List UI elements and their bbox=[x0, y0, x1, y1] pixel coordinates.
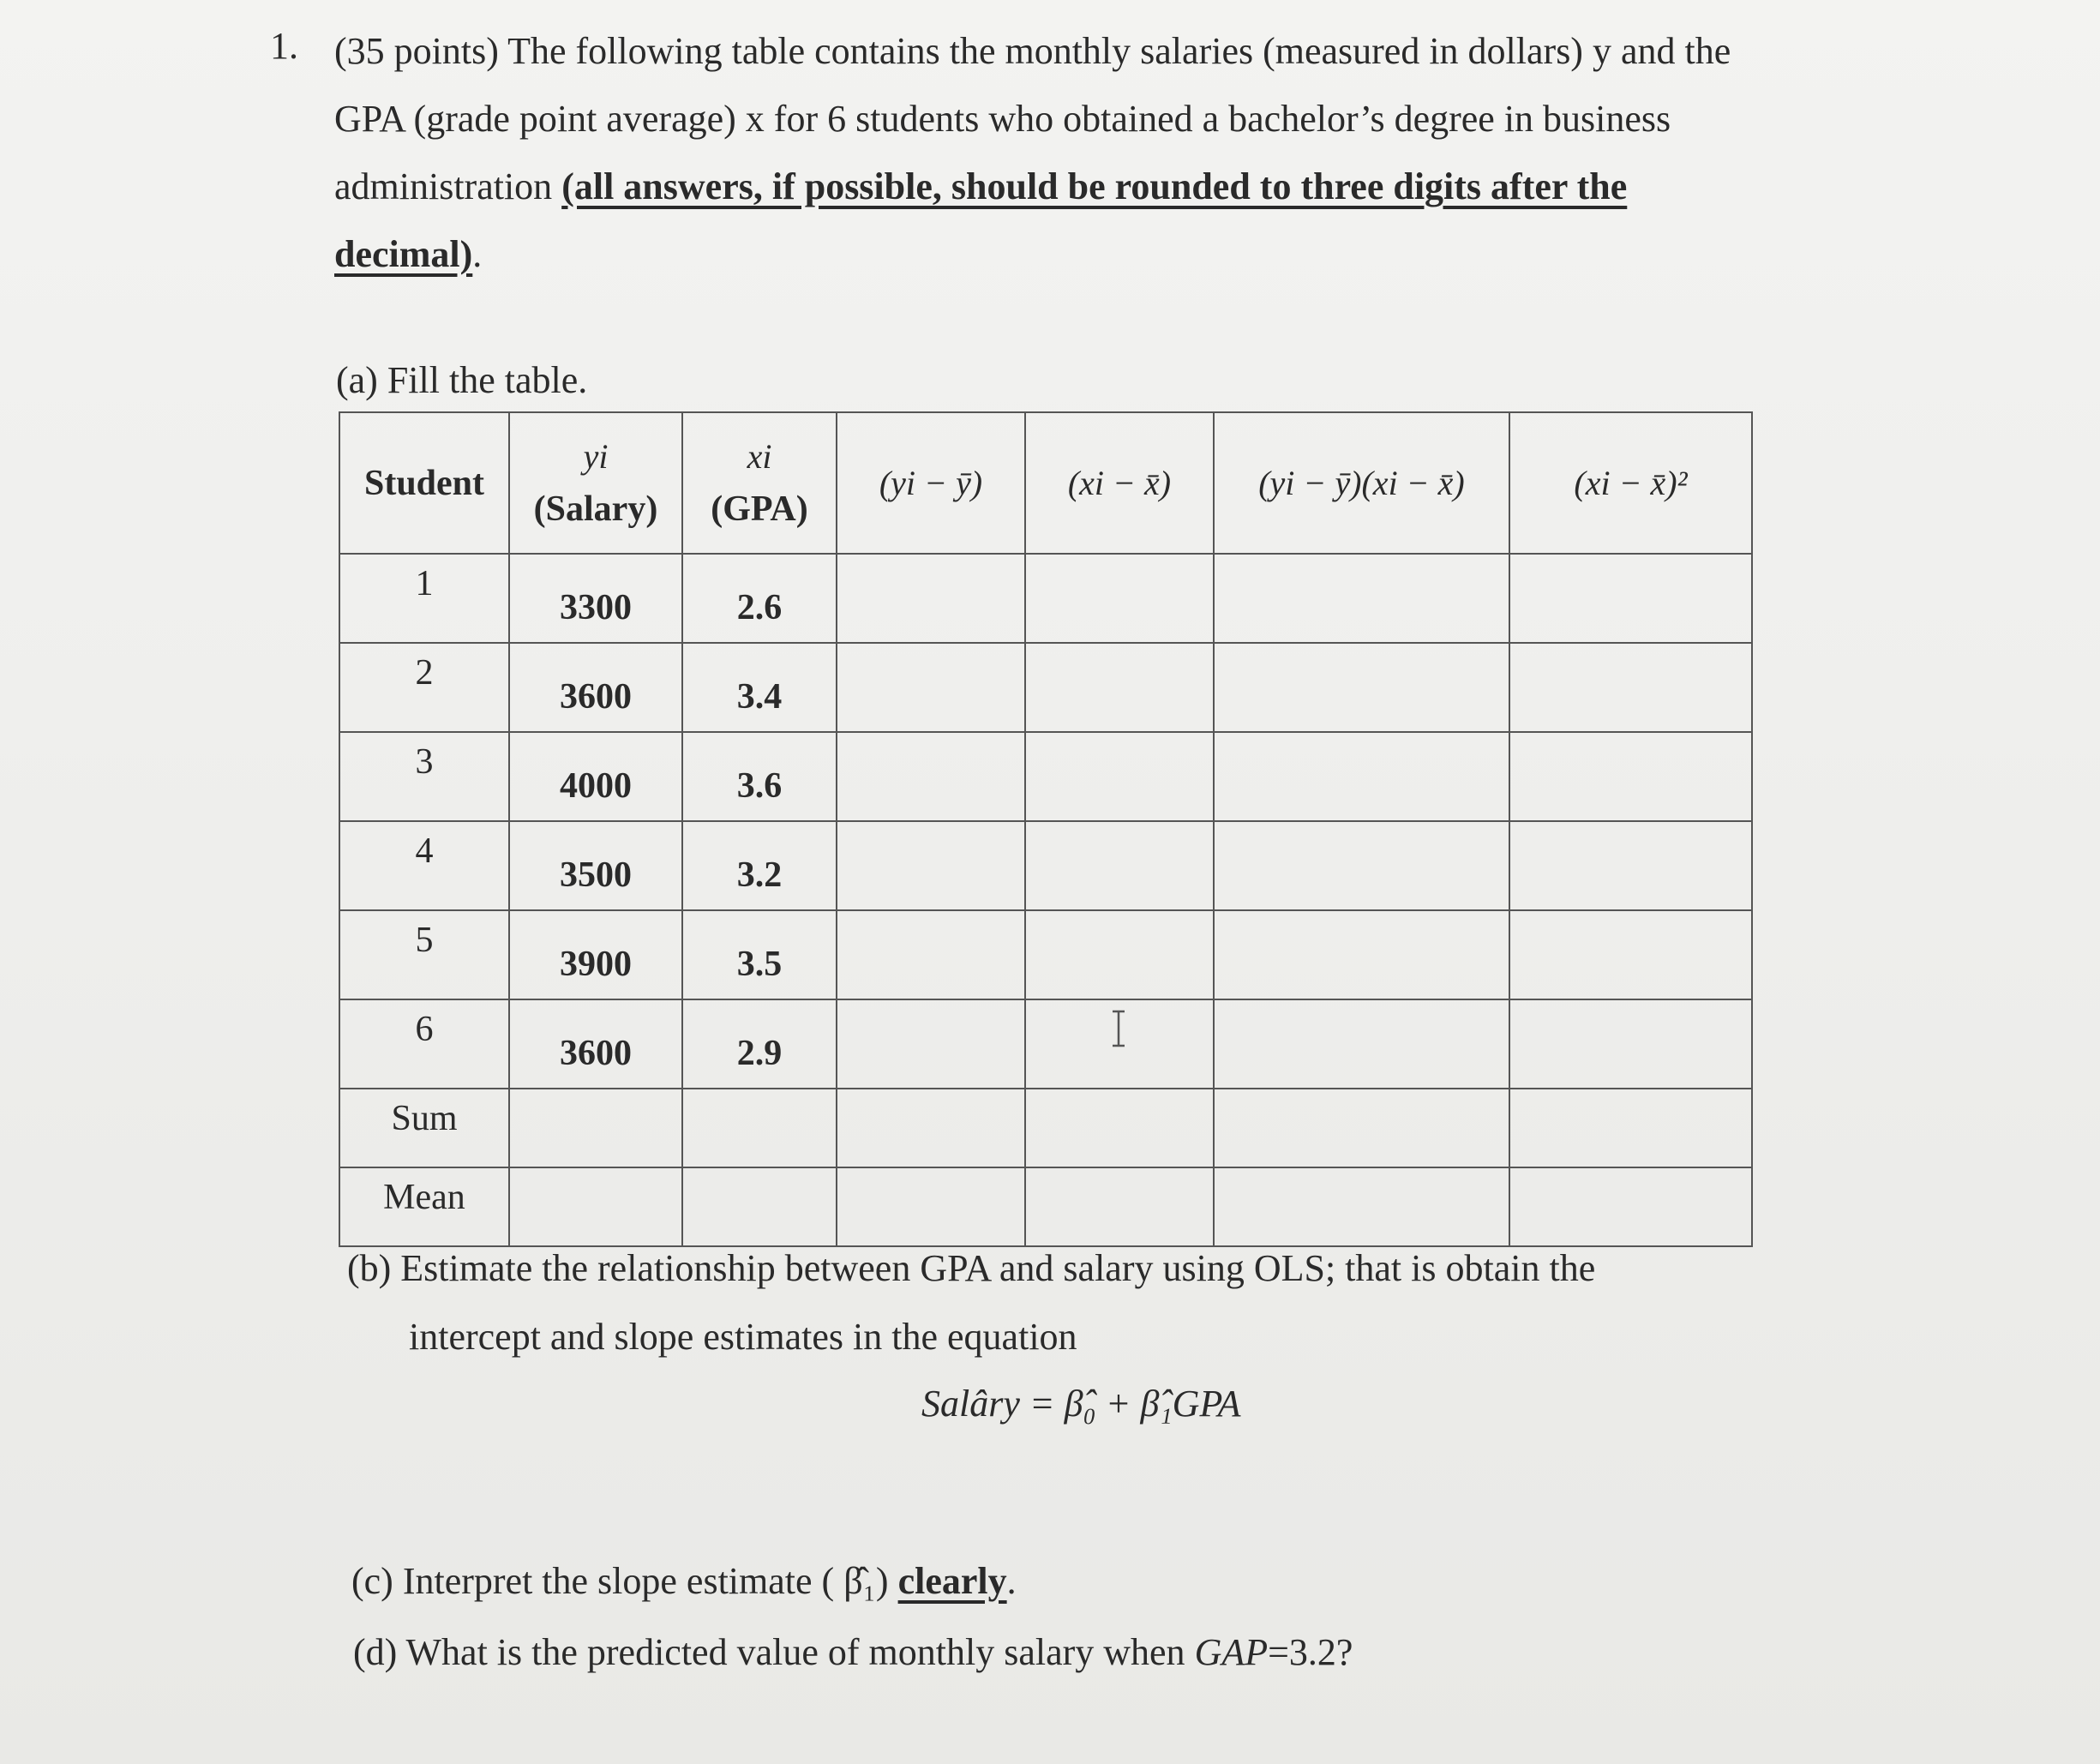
part-d: (d) What is the predicted value of monthly salary when GAP=3.2? bbox=[353, 1631, 1353, 1673]
blank-cell[interactable] bbox=[1509, 1089, 1752, 1167]
blank-cell[interactable] bbox=[1025, 732, 1214, 821]
header-x-deviation-squared: (xi − x̄)² bbox=[1509, 412, 1752, 554]
rounding-instruction: (all answers, if possible, should be rounded to three digits after the decimal) bbox=[334, 165, 1628, 275]
student-cell: 5 bbox=[339, 910, 509, 999]
salary-cell: 3300 bbox=[509, 554, 682, 643]
blank-cell[interactable] bbox=[682, 1089, 837, 1167]
salary-cell: 4000 bbox=[509, 732, 682, 821]
blank-cell[interactable] bbox=[1509, 999, 1752, 1089]
blank-cell[interactable] bbox=[1025, 554, 1214, 643]
blank-cell[interactable] bbox=[1509, 732, 1752, 821]
salary-cell: 3500 bbox=[509, 821, 682, 910]
table-row bbox=[339, 554, 1752, 643]
part-b-line1: (b) Estimate the relationship between GPA and salary using OLS; that is obtain the bbox=[347, 1247, 1596, 1289]
blank-cell[interactable] bbox=[1509, 554, 1752, 643]
part-b bbox=[347, 1234, 1684, 1371]
blank-cell[interactable] bbox=[1214, 910, 1509, 999]
blank-cell[interactable] bbox=[837, 821, 1025, 910]
blank-cell[interactable] bbox=[837, 910, 1025, 999]
text-cursor-icon bbox=[1110, 1010, 1127, 1047]
blank-cell[interactable] bbox=[1509, 643, 1752, 732]
table-row bbox=[339, 821, 1752, 910]
header-x-deviation: (xi − x̄) bbox=[1025, 412, 1214, 554]
table-header-row bbox=[339, 412, 1752, 554]
blank-cell[interactable] bbox=[1214, 1089, 1509, 1167]
blank-cell[interactable] bbox=[1025, 643, 1214, 732]
blank-cell[interactable] bbox=[1509, 910, 1752, 999]
sum-label: Sum bbox=[339, 1089, 509, 1167]
header-gpa: xi (GPA) bbox=[682, 412, 837, 554]
gpa-cell: 3.2 bbox=[682, 821, 837, 910]
blank-cell[interactable] bbox=[837, 554, 1025, 643]
blank-cell[interactable] bbox=[837, 732, 1025, 821]
table-row bbox=[339, 732, 1752, 821]
student-cell: 6 bbox=[339, 999, 509, 1089]
question-intro: (35 points) The following table contains the monthly salaries (measured in dollars) y and the GPA (grade point average) x for 6 students who obtained a bachelor’s degree in business administration bbox=[334, 30, 1731, 207]
salary-cell: 3600 bbox=[509, 643, 682, 732]
gpa-cell: 3.4 bbox=[682, 643, 837, 732]
table-row bbox=[339, 999, 1752, 1089]
blank-cell[interactable] bbox=[509, 1089, 682, 1167]
student-cell: 4 bbox=[339, 821, 509, 910]
blank-cell[interactable] bbox=[1214, 999, 1509, 1089]
data-table bbox=[339, 411, 1753, 1247]
mean-label: Mean bbox=[339, 1167, 509, 1246]
blank-cell[interactable] bbox=[1025, 910, 1214, 999]
student-cell: 3 bbox=[339, 732, 509, 821]
salary-cell: 3900 bbox=[509, 910, 682, 999]
blank-cell[interactable] bbox=[1214, 732, 1509, 821]
question-number: 1. bbox=[270, 25, 298, 67]
salary-cell: 3600 bbox=[509, 999, 682, 1089]
blank-cell[interactable] bbox=[1509, 821, 1752, 910]
table-row bbox=[339, 910, 1752, 999]
gpa-cell: 2.6 bbox=[682, 554, 837, 643]
part-a-label: (a) Fill the table. bbox=[336, 359, 588, 401]
header-y-deviation: (yi − ȳ) bbox=[837, 412, 1025, 554]
student-cell: 1 bbox=[339, 554, 509, 643]
blank-cell[interactable] bbox=[1214, 643, 1509, 732]
blank-cell[interactable] bbox=[1214, 554, 1509, 643]
blank-cell[interactable] bbox=[837, 643, 1025, 732]
blank-cell[interactable] bbox=[837, 999, 1025, 1089]
clearly-emphasis: clearly bbox=[897, 1560, 1007, 1602]
part-b-line2: intercept and slope estimates in the equation bbox=[409, 1316, 1077, 1358]
blank-cell[interactable] bbox=[1214, 821, 1509, 910]
blank-cell[interactable] bbox=[837, 1089, 1025, 1167]
blank-cell[interactable] bbox=[1025, 821, 1214, 910]
sum-row bbox=[339, 1089, 1752, 1167]
question-text: (35 points) The following table contains the monthly salaries (measured in dollars) y and the GPA (grade point average) x for 6 students who obtained a bachelor’s degree in business administration (all answers, if possible, should be rounded to three digits after the decimal). bbox=[334, 30, 1731, 275]
gpa-cell: 2.9 bbox=[682, 999, 837, 1089]
gpa-cell: 3.5 bbox=[682, 910, 837, 999]
gpa-cell: 3.6 bbox=[682, 732, 837, 821]
header-product-deviation: (yi − ȳ)(xi − x̄) bbox=[1214, 412, 1509, 554]
blank-cell[interactable] bbox=[1025, 1089, 1214, 1167]
regression-equation: Salâry = β̂₀ + β̂₁GPA bbox=[921, 1383, 1241, 1425]
header-student: Student bbox=[339, 412, 509, 554]
part-c: (c) Interpret the slope estimate ( β̂₁) clearly. bbox=[351, 1560, 1017, 1602]
table-row bbox=[339, 643, 1752, 732]
header-salary: yi (Salary) bbox=[509, 412, 682, 554]
student-cell: 2 bbox=[339, 643, 509, 732]
